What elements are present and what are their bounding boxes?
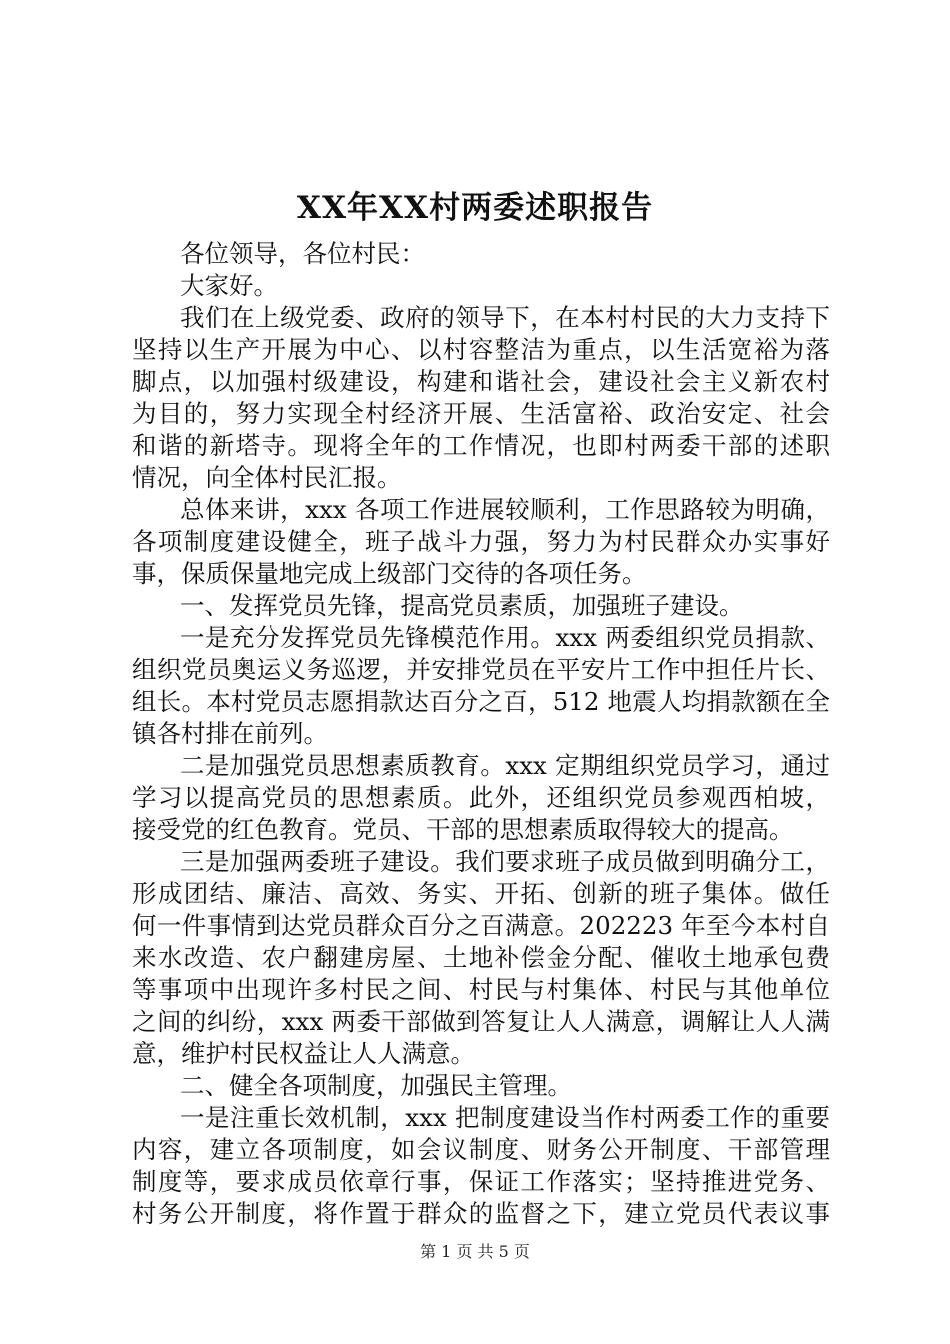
- body-line: 为目的，努力实现全村经济开展、生活富裕、政治安定、社会: [132, 399, 830, 428]
- body-line: 和谐的新塔寺。现将全年的工作情况，也即村两委干部的述职: [132, 431, 830, 460]
- body-line: 等事项中出现许多村民之间、村民与村集体、村民与其他单位: [132, 975, 830, 1004]
- body-line: 大家好。: [180, 271, 278, 300]
- body-line: 来水改造、农户翻建房屋、土地补偿金分配、催收土地承包费: [132, 943, 830, 972]
- body-line: 二、健全各项制度，加强民主管理。: [180, 1071, 572, 1100]
- body-line: 何一件事情到达党员群众百分之百满意。202223 年至今本村自: [132, 911, 830, 940]
- body-line: 我们在上级党委、政府的领导下，在本村村民的大力支持下: [180, 303, 830, 332]
- body-line: 组长。本村党员志愿捐款达百分之百，512 地震人均捐款额在全: [132, 687, 830, 716]
- body-line: 学习以提高党员的思想素质。此外，还组织党员参观西柏坡，: [132, 783, 830, 812]
- body-line: 制度等，要求成员依章行事，保证工作落实；坚持推进党务、: [132, 1167, 830, 1196]
- document-body: [132, 238, 830, 1230]
- body-line: 镇各村排在前列。: [132, 719, 328, 748]
- body-line: 事，保质保量地完成上级部门交待的各项任务。: [132, 559, 647, 588]
- body-line: 一是注重长效机制，xxx 把制度建设当作村两委工作的重要: [180, 1103, 830, 1132]
- body-line: 情况，向全体村民汇报。: [132, 463, 402, 492]
- body-line: 意，维护村民权益让人人满意。: [132, 1039, 475, 1068]
- body-line: 接受党的红色教育。党员、干部的思想素质取得较大的提高。: [132, 815, 794, 844]
- body-line: 村务公开制度，将作置于群众的监督之下，建立党员代表议事: [132, 1199, 830, 1228]
- body-line: 各位领导，各位村民：: [180, 239, 425, 268]
- page-footer: 第 1 页 共 5 页: [420, 1242, 530, 1261]
- body-line: 各项制度建设健全，班子战斗力强，努力为村民群众办实事好: [132, 527, 830, 556]
- body-line: 形成团结、廉洁、高效、务实、开拓、创新的班子集体。做任: [132, 879, 830, 908]
- body-line: 组织党员奥运义务巡逻，并安排党员在平安片工作中担任片长、: [132, 655, 830, 684]
- body-line: 脚点，以加强村级建设，构建和谐社会，建设社会主义新农村: [132, 367, 830, 396]
- body-line: 内容，建立各项制度，如会议制度、财务公开制度、干部管理: [132, 1135, 830, 1164]
- body-line: 一是充分发挥党员先锋模范作用。xxx 两委组织党员捐款、: [180, 623, 830, 652]
- body-line: 一、发挥党员先锋，提高党员素质，加强班子建设。: [180, 591, 744, 620]
- body-line: 二是加强党员思想素质教育。xxx 定期组织党员学习，通过: [180, 751, 830, 780]
- document-title: XX年XX村两委述职报告: [296, 190, 654, 226]
- body-line: 之间的纠纷，xxx 两委干部做到答复让人人满意，调解让人人满: [132, 1007, 830, 1036]
- body-line: 坚持以生产开展为中心、以村容整洁为重点，以生活宽裕为落: [132, 335, 830, 364]
- body-line: 三是加强两委班子建设。我们要求班子成员做到明确分工，: [180, 847, 830, 876]
- body-line: 总体来讲，xxx 各项工作进展较顺利，工作思路较为明确，: [180, 495, 830, 524]
